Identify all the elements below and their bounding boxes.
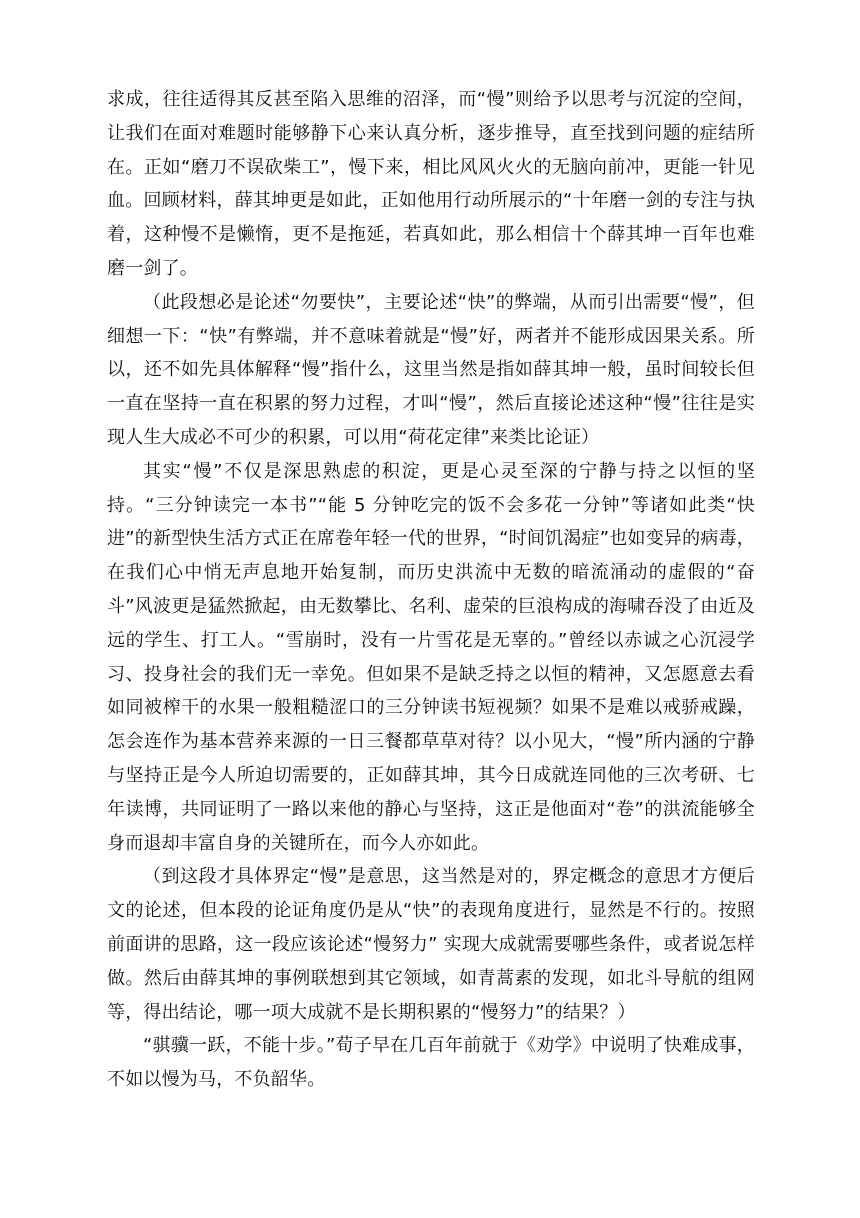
paragraph: （此段想必是论述“勿要快”，主要论述“快”的弊端，从而引出需要“慢”，但细想一下：“快”有弊端，并不意味着就是“慢”好，两者并不能形成因果关系。所以，还不如先具体解释“慢”指什么，这里当然是指如薛其坤一般，虽时间较长但一直在坚持一直在积累的努力过程，才叫“慢”，然后直接论述这种“慢”往往是实现人生大成必不可少的积累，可以用“荷花定律”来类比论证） xyxy=(107,291,755,448)
paragraph: 其实“慢”不仅是深思熟虑的积淀，更是心灵至深的宁静与持之以恒的坚持。“三分钟读完一本书”“能 5 分钟吃完的饭不会多花一分钟”等诸如此类“快进”的新型快生活方式正在席卷年轻一代的世界，“时间饥渴症”也如变异的病毒，在我们心中悄无声息地开始复制，而历史洪流中无数的暗流涌动的虚假的“奋斗”风波更是猛然掀起，由无数攀比、名利、虚荣的巨浪构成的海啸吞没了由近及远的学生、打工人。“雪崩时，没有一片雪花是无辜的。”曾经以赤诚之心沉浸学习、投身社会的我们无一幸免。但如果不是缺乏持之以恒的精神，又怎愿意去看如同被榨干的水果一般粗糙涩口的三分钟读书短视频？如果不是难以戒骄戒躁，怎会连作为基本营养来源的一日三餐都草草对待？以小见大，“慢”所内涵的宁静与坚持正是今人所迫切需要的，正如薛其坤，其今日成就连同他的三次考研、七年读博，共同证明了一路以来他的静心与坚持，这正是他面对“卷”的洪流能够全身而退却丰富自身的关键所在，而今人亦如此。 xyxy=(107,460,755,854)
paragraph: （到这段才具体界定“慢”是意思，这当然是对的，界定概念的意思才方便后文的论述，但本段的论证角度仍是从“快”的表现角度进行，显然是不行的。按照前面讲的思路，这一段应该论述“慢努力” 实现大成就需要哪些条件，或者说怎样做。然后由薛其坤的事例联想到其它领域，如青蒿素的发现，如北斗导航的组网等，得出结论，哪一项大成就不是长期积累的“慢努力”的结果？） xyxy=(107,866,755,1023)
paragraph: 求成，往往适得其反甚至陷入思维的沼泽，而“慢”则给予以思考与沉淀的空间，让我们在面对难题时能够静下心来认真分析，逐步推导，直至找到问题的症结所在。正如“磨刀不误砍柴工”，慢下来，相比风风火火的无脑向前冲，更能一针见血。回顾材料，薛其坤更是如此，正如他用行动所展示的“十年磨一剑的专注与执着，这种慢不是懒惰，更不是拖延，若真如此，那么相信十个薛其坤一百年也难磨一剑了。 xyxy=(107,89,755,279)
essay-body xyxy=(107,83,755,1097)
paragraph: “骐骥一跃，不能十步。”荀子早在几百年前就于《劝学》中说明了快难成事，不如以慢为马，不负韶华。 xyxy=(107,1035,755,1091)
